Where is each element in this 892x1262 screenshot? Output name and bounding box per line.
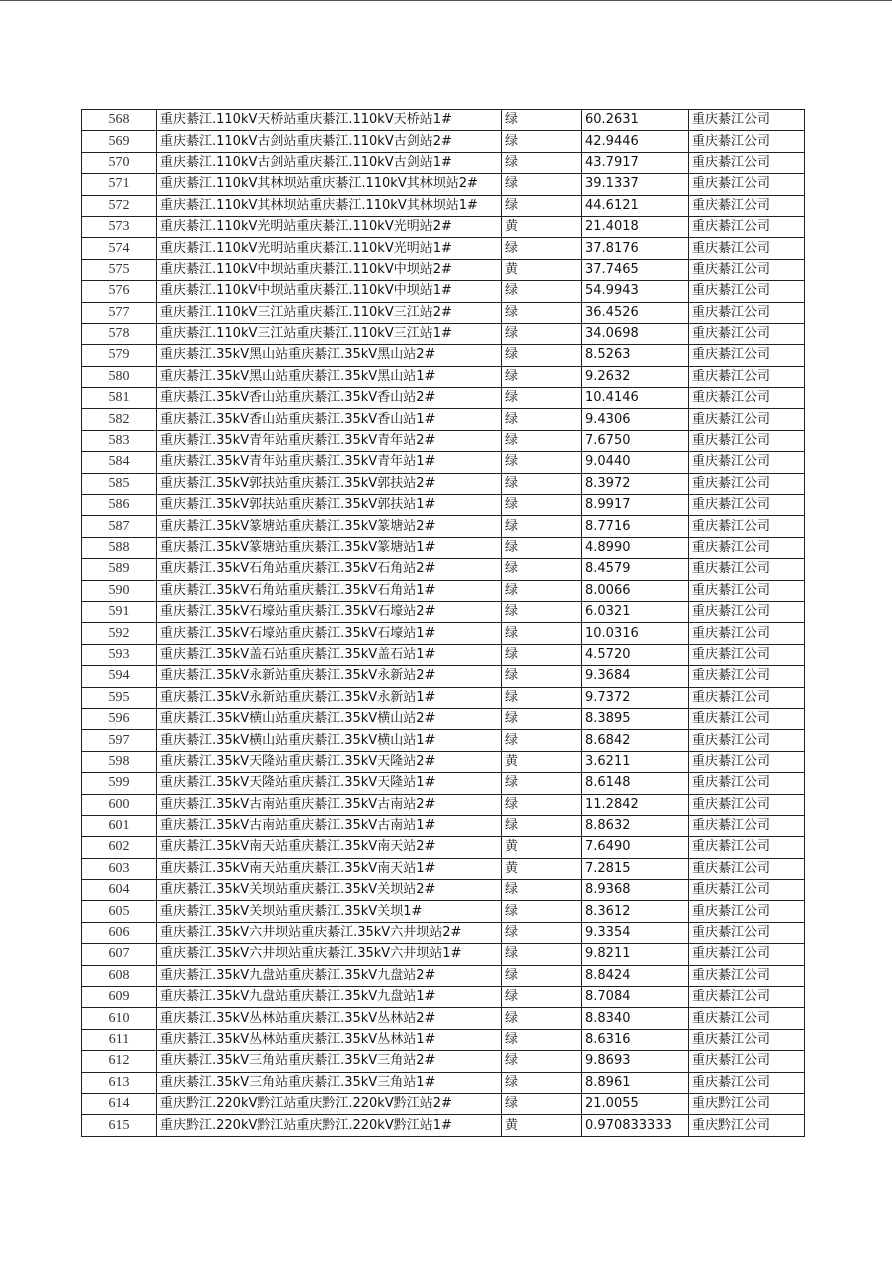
row-number-cell: 569 bbox=[82, 131, 157, 152]
row-number-cell: 570 bbox=[82, 152, 157, 173]
station-name-cell: 重庆綦江.35kV丛林站重庆綦江.35kV丛林站1# bbox=[157, 1029, 502, 1050]
company-cell: 重庆綦江公司 bbox=[689, 430, 805, 451]
value-cell: 9.8693 bbox=[582, 1051, 689, 1072]
row-number-cell: 583 bbox=[82, 430, 157, 451]
value-cell: 10.0316 bbox=[582, 623, 689, 644]
station-name-cell: 重庆綦江.110kV光明站重庆綦江.110kV光明站2# bbox=[157, 216, 502, 237]
station-name-cell: 重庆綦江.35kV石壕站重庆綦江.35kV石壕站2# bbox=[157, 601, 502, 622]
station-name-cell: 重庆綦江.110kV古剑站重庆綦江.110kV古剑站1# bbox=[157, 152, 502, 173]
status-cell: 绿 bbox=[502, 666, 582, 687]
station-name-cell: 重庆綦江.35kV郭扶站重庆綦江.35kV郭扶站1# bbox=[157, 495, 502, 516]
row-number-cell: 595 bbox=[82, 687, 157, 708]
table-row bbox=[82, 110, 805, 131]
row-number-cell: 607 bbox=[82, 944, 157, 965]
station-name-cell: 重庆綦江.35kV盖石站重庆綦江.35kV盖石站1# bbox=[157, 644, 502, 665]
table-row bbox=[82, 323, 805, 344]
company-cell: 重庆綦江公司 bbox=[689, 302, 805, 323]
status-cell: 绿 bbox=[502, 238, 582, 259]
row-number-cell: 571 bbox=[82, 174, 157, 195]
table-row bbox=[82, 537, 805, 558]
status-cell: 绿 bbox=[502, 195, 582, 216]
row-number-cell: 603 bbox=[82, 858, 157, 879]
station-name-cell: 重庆綦江.35kV篆塘站重庆綦江.35kV篆塘站2# bbox=[157, 516, 502, 537]
value-cell: 34.0698 bbox=[582, 323, 689, 344]
value-cell: 8.3972 bbox=[582, 473, 689, 494]
table-row bbox=[82, 815, 805, 836]
company-cell: 重庆綦江公司 bbox=[689, 751, 805, 772]
row-number-cell: 613 bbox=[82, 1072, 157, 1093]
row-number-cell: 604 bbox=[82, 880, 157, 901]
value-cell: 54.9943 bbox=[582, 281, 689, 302]
table-row bbox=[82, 794, 805, 815]
table-row bbox=[82, 922, 805, 943]
value-cell: 44.6121 bbox=[582, 195, 689, 216]
station-name-cell: 重庆黔江.220kV黔江站重庆黔江.220kV黔江站2# bbox=[157, 1093, 502, 1114]
status-cell: 绿 bbox=[502, 1093, 582, 1114]
table-row bbox=[82, 880, 805, 901]
company-cell: 重庆綦江公司 bbox=[689, 580, 805, 601]
station-name-cell: 重庆綦江.35kV郭扶站重庆綦江.35kV郭扶站2# bbox=[157, 473, 502, 494]
status-cell: 绿 bbox=[502, 1072, 582, 1093]
table-row bbox=[82, 559, 805, 580]
value-cell: 9.8211 bbox=[582, 944, 689, 965]
table-row bbox=[82, 495, 805, 516]
row-number-cell: 597 bbox=[82, 730, 157, 751]
row-number-cell: 599 bbox=[82, 773, 157, 794]
value-cell: 6.0321 bbox=[582, 601, 689, 622]
table-row bbox=[82, 1029, 805, 1050]
company-cell: 重庆綦江公司 bbox=[689, 366, 805, 387]
table-row bbox=[82, 773, 805, 794]
station-name-cell: 重庆綦江.35kV南天站重庆綦江.35kV南天站2# bbox=[157, 837, 502, 858]
table-row bbox=[82, 1093, 805, 1114]
table-row bbox=[82, 259, 805, 280]
value-cell: 37.7465 bbox=[582, 259, 689, 280]
status-cell: 绿 bbox=[502, 345, 582, 366]
company-cell: 重庆綦江公司 bbox=[689, 1008, 805, 1029]
status-cell: 绿 bbox=[502, 773, 582, 794]
row-number-cell: 578 bbox=[82, 323, 157, 344]
row-number-cell: 601 bbox=[82, 815, 157, 836]
value-cell: 8.8961 bbox=[582, 1072, 689, 1093]
station-name-cell: 重庆綦江.110kV三江站重庆綦江.110kV三江站2# bbox=[157, 302, 502, 323]
company-cell: 重庆綦江公司 bbox=[689, 281, 805, 302]
table-row bbox=[82, 623, 805, 644]
row-number-cell: 589 bbox=[82, 559, 157, 580]
status-cell: 黄 bbox=[502, 1115, 582, 1136]
table-row bbox=[82, 1072, 805, 1093]
status-cell: 绿 bbox=[502, 794, 582, 815]
company-cell: 重庆綦江公司 bbox=[689, 409, 805, 430]
status-cell: 绿 bbox=[502, 987, 582, 1008]
station-name-cell: 重庆綦江.35kV横山站重庆綦江.35kV横山站2# bbox=[157, 708, 502, 729]
station-name-cell: 重庆黔江.220kV黔江站重庆黔江.220kV黔江站1# bbox=[157, 1115, 502, 1136]
value-cell: 8.6842 bbox=[582, 730, 689, 751]
row-number-cell: 608 bbox=[82, 965, 157, 986]
company-cell: 重庆綦江公司 bbox=[689, 345, 805, 366]
status-cell: 绿 bbox=[502, 1051, 582, 1072]
company-cell: 重庆綦江公司 bbox=[689, 687, 805, 708]
value-cell: 0.970833333 bbox=[582, 1115, 689, 1136]
status-cell: 绿 bbox=[502, 1008, 582, 1029]
table-row bbox=[82, 1051, 805, 1072]
row-number-cell: 611 bbox=[82, 1029, 157, 1050]
status-cell: 绿 bbox=[502, 580, 582, 601]
status-cell: 绿 bbox=[502, 281, 582, 302]
status-cell: 绿 bbox=[502, 1029, 582, 1050]
status-cell: 绿 bbox=[502, 110, 582, 131]
company-cell: 重庆綦江公司 bbox=[689, 794, 805, 815]
station-name-cell: 重庆綦江.35kV香山站重庆綦江.35kV香山站1# bbox=[157, 409, 502, 430]
company-cell: 重庆黔江公司 bbox=[689, 1115, 805, 1136]
status-cell: 绿 bbox=[502, 152, 582, 173]
value-cell: 4.5720 bbox=[582, 644, 689, 665]
company-cell: 重庆綦江公司 bbox=[689, 880, 805, 901]
row-number-cell: 600 bbox=[82, 794, 157, 815]
company-cell: 重庆綦江公司 bbox=[689, 238, 805, 259]
company-cell: 重庆綦江公司 bbox=[689, 858, 805, 879]
company-cell: 重庆綦江公司 bbox=[689, 1051, 805, 1072]
row-number-cell: 579 bbox=[82, 345, 157, 366]
station-name-cell: 重庆綦江.35kV关坝站重庆綦江.35kV关坝1# bbox=[157, 901, 502, 922]
status-cell: 绿 bbox=[502, 174, 582, 195]
value-cell: 8.7716 bbox=[582, 516, 689, 537]
table-row bbox=[82, 409, 805, 430]
station-name-cell: 重庆綦江.35kV石壕站重庆綦江.35kV石壕站1# bbox=[157, 623, 502, 644]
table-row bbox=[82, 965, 805, 986]
row-number-cell: 585 bbox=[82, 473, 157, 494]
row-number-cell: 573 bbox=[82, 216, 157, 237]
company-cell: 重庆綦江公司 bbox=[689, 495, 805, 516]
status-cell: 绿 bbox=[502, 708, 582, 729]
station-name-cell: 重庆綦江.35kV六井坝站重庆綦江.35kV六井坝站2# bbox=[157, 922, 502, 943]
value-cell: 11.2842 bbox=[582, 794, 689, 815]
station-name-cell: 重庆綦江.35kV黑山站重庆綦江.35kV黑山站2# bbox=[157, 345, 502, 366]
status-cell: 绿 bbox=[502, 516, 582, 537]
station-name-cell: 重庆綦江.35kV古南站重庆綦江.35kV古南站1# bbox=[157, 815, 502, 836]
table-row bbox=[82, 987, 805, 1008]
row-number-cell: 574 bbox=[82, 238, 157, 259]
row-number-cell: 594 bbox=[82, 666, 157, 687]
status-cell: 绿 bbox=[502, 388, 582, 409]
station-name-cell: 重庆綦江.35kV石角站重庆綦江.35kV石角站2# bbox=[157, 559, 502, 580]
row-number-cell: 575 bbox=[82, 259, 157, 280]
value-cell: 21.4018 bbox=[582, 216, 689, 237]
status-cell: 绿 bbox=[502, 687, 582, 708]
station-name-cell: 重庆綦江.35kV永新站重庆綦江.35kV永新站1# bbox=[157, 687, 502, 708]
station-name-cell: 重庆綦江.110kV中坝站重庆綦江.110kV中坝站2# bbox=[157, 259, 502, 280]
table-row bbox=[82, 901, 805, 922]
status-cell: 绿 bbox=[502, 537, 582, 558]
status-cell: 绿 bbox=[502, 302, 582, 323]
row-number-cell: 581 bbox=[82, 388, 157, 409]
value-cell: 9.7372 bbox=[582, 687, 689, 708]
table-row bbox=[82, 580, 805, 601]
company-cell: 重庆綦江公司 bbox=[689, 473, 805, 494]
company-cell: 重庆綦江公司 bbox=[689, 922, 805, 943]
row-number-cell: 568 bbox=[82, 110, 157, 131]
value-cell: 8.9368 bbox=[582, 880, 689, 901]
status-cell: 绿 bbox=[502, 730, 582, 751]
company-cell: 重庆黔江公司 bbox=[689, 1093, 805, 1114]
value-cell: 7.6490 bbox=[582, 837, 689, 858]
value-cell: 39.1337 bbox=[582, 174, 689, 195]
company-cell: 重庆綦江公司 bbox=[689, 1072, 805, 1093]
table-row bbox=[82, 644, 805, 665]
status-cell: 黄 bbox=[502, 751, 582, 772]
status-cell: 绿 bbox=[502, 559, 582, 580]
status-cell: 绿 bbox=[502, 965, 582, 986]
station-name-cell: 重庆綦江.110kV古剑站重庆綦江.110kV古剑站2# bbox=[157, 131, 502, 152]
value-cell: 43.7917 bbox=[582, 152, 689, 173]
status-cell: 绿 bbox=[502, 644, 582, 665]
row-number-cell: 591 bbox=[82, 601, 157, 622]
station-name-cell: 重庆綦江.35kV三角站重庆綦江.35kV三角站1# bbox=[157, 1072, 502, 1093]
row-number-cell: 598 bbox=[82, 751, 157, 772]
value-cell: 21.0055 bbox=[582, 1093, 689, 1114]
company-cell: 重庆綦江公司 bbox=[689, 837, 805, 858]
status-cell: 绿 bbox=[502, 880, 582, 901]
company-cell: 重庆綦江公司 bbox=[689, 195, 805, 216]
company-cell: 重庆綦江公司 bbox=[689, 601, 805, 622]
table-row bbox=[82, 837, 805, 858]
value-cell: 9.4306 bbox=[582, 409, 689, 430]
table-row bbox=[82, 281, 805, 302]
row-number-cell: 602 bbox=[82, 837, 157, 858]
station-name-cell: 重庆綦江.110kV三江站重庆綦江.110kV三江站1# bbox=[157, 323, 502, 344]
value-cell: 8.7084 bbox=[582, 987, 689, 1008]
company-cell: 重庆綦江公司 bbox=[689, 965, 805, 986]
table-row bbox=[82, 858, 805, 879]
company-cell: 重庆綦江公司 bbox=[689, 623, 805, 644]
row-number-cell: 584 bbox=[82, 452, 157, 473]
value-cell: 8.8340 bbox=[582, 1008, 689, 1029]
row-number-cell: 577 bbox=[82, 302, 157, 323]
table-row bbox=[82, 302, 805, 323]
company-cell: 重庆綦江公司 bbox=[689, 1029, 805, 1050]
table-row bbox=[82, 131, 805, 152]
company-cell: 重庆綦江公司 bbox=[689, 516, 805, 537]
value-cell: 8.4579 bbox=[582, 559, 689, 580]
company-cell: 重庆綦江公司 bbox=[689, 901, 805, 922]
company-cell: 重庆綦江公司 bbox=[689, 644, 805, 665]
status-cell: 绿 bbox=[502, 495, 582, 516]
row-number-cell: 576 bbox=[82, 281, 157, 302]
value-cell: 8.3895 bbox=[582, 708, 689, 729]
table-row bbox=[82, 751, 805, 772]
row-number-cell: 610 bbox=[82, 1008, 157, 1029]
company-cell: 重庆綦江公司 bbox=[689, 131, 805, 152]
table-row bbox=[82, 473, 805, 494]
row-number-cell: 580 bbox=[82, 366, 157, 387]
status-cell: 绿 bbox=[502, 623, 582, 644]
value-cell: 8.3612 bbox=[582, 901, 689, 922]
station-name-cell: 重庆綦江.35kV关坝站重庆綦江.35kV关坝站2# bbox=[157, 880, 502, 901]
station-name-cell: 重庆綦江.110kV光明站重庆綦江.110kV光明站1# bbox=[157, 238, 502, 259]
status-cell: 绿 bbox=[502, 409, 582, 430]
row-number-cell: 609 bbox=[82, 987, 157, 1008]
company-cell: 重庆綦江公司 bbox=[689, 773, 805, 794]
table-row bbox=[82, 666, 805, 687]
company-cell: 重庆綦江公司 bbox=[689, 323, 805, 344]
status-cell: 绿 bbox=[502, 430, 582, 451]
data-table bbox=[81, 109, 805, 1137]
station-name-cell: 重庆綦江.35kV天隆站重庆綦江.35kV天隆站2# bbox=[157, 751, 502, 772]
station-name-cell: 重庆綦江.35kV横山站重庆綦江.35kV横山站1# bbox=[157, 730, 502, 751]
station-name-cell: 重庆綦江.35kV香山站重庆綦江.35kV香山站2# bbox=[157, 388, 502, 409]
table-row bbox=[82, 152, 805, 173]
table-row bbox=[82, 944, 805, 965]
row-number-cell: 590 bbox=[82, 580, 157, 601]
station-name-cell: 重庆綦江.35kV古南站重庆綦江.35kV古南站2# bbox=[157, 794, 502, 815]
station-name-cell: 重庆綦江.110kV中坝站重庆綦江.110kV中坝站1# bbox=[157, 281, 502, 302]
row-number-cell: 587 bbox=[82, 516, 157, 537]
station-name-cell: 重庆綦江.35kV九盘站重庆綦江.35kV九盘站1# bbox=[157, 987, 502, 1008]
table-row bbox=[82, 708, 805, 729]
status-cell: 绿 bbox=[502, 901, 582, 922]
table-row bbox=[82, 388, 805, 409]
status-cell: 黄 bbox=[502, 259, 582, 280]
value-cell: 8.5263 bbox=[582, 345, 689, 366]
value-cell: 8.8424 bbox=[582, 965, 689, 986]
table-row bbox=[82, 195, 805, 216]
company-cell: 重庆綦江公司 bbox=[689, 216, 805, 237]
company-cell: 重庆綦江公司 bbox=[689, 666, 805, 687]
company-cell: 重庆綦江公司 bbox=[689, 152, 805, 173]
station-name-cell: 重庆綦江.35kV六井坝站重庆綦江.35kV六井坝站1# bbox=[157, 944, 502, 965]
status-cell: 黄 bbox=[502, 858, 582, 879]
table-row bbox=[82, 601, 805, 622]
station-name-cell: 重庆綦江.35kV青年站重庆綦江.35kV青年站2# bbox=[157, 430, 502, 451]
value-cell: 36.4526 bbox=[582, 302, 689, 323]
table-row bbox=[82, 452, 805, 473]
status-cell: 绿 bbox=[502, 922, 582, 943]
station-name-cell: 重庆綦江.110kV其林坝站重庆綦江.110kV其林坝站1# bbox=[157, 195, 502, 216]
company-cell: 重庆綦江公司 bbox=[689, 452, 805, 473]
status-cell: 黄 bbox=[502, 837, 582, 858]
table-row bbox=[82, 687, 805, 708]
row-number-cell: 606 bbox=[82, 922, 157, 943]
station-name-cell: 重庆綦江.110kV天桥站重庆綦江.110kV天桥站1# bbox=[157, 110, 502, 131]
table-row bbox=[82, 1115, 805, 1136]
table-row bbox=[82, 216, 805, 237]
row-number-cell: 593 bbox=[82, 644, 157, 665]
row-number-cell: 596 bbox=[82, 708, 157, 729]
table-row bbox=[82, 174, 805, 195]
row-number-cell: 614 bbox=[82, 1093, 157, 1114]
status-cell: 绿 bbox=[502, 452, 582, 473]
value-cell: 7.2815 bbox=[582, 858, 689, 879]
row-number-cell: 592 bbox=[82, 623, 157, 644]
value-cell: 37.8176 bbox=[582, 238, 689, 259]
value-cell: 8.6316 bbox=[582, 1029, 689, 1050]
company-cell: 重庆綦江公司 bbox=[689, 174, 805, 195]
company-cell: 重庆綦江公司 bbox=[689, 110, 805, 131]
station-name-cell: 重庆綦江.35kV篆塘站重庆綦江.35kV篆塘站1# bbox=[157, 537, 502, 558]
station-name-cell: 重庆綦江.35kV丛林站重庆綦江.35kV丛林站2# bbox=[157, 1008, 502, 1029]
value-cell: 9.0440 bbox=[582, 452, 689, 473]
table-row bbox=[82, 430, 805, 451]
station-name-cell: 重庆綦江.35kV永新站重庆綦江.35kV永新站2# bbox=[157, 666, 502, 687]
status-cell: 绿 bbox=[502, 366, 582, 387]
row-number-cell: 612 bbox=[82, 1051, 157, 1072]
status-cell: 黄 bbox=[502, 216, 582, 237]
value-cell: 8.0066 bbox=[582, 580, 689, 601]
table-body bbox=[82, 110, 805, 1137]
company-cell: 重庆綦江公司 bbox=[689, 537, 805, 558]
value-cell: 9.3684 bbox=[582, 666, 689, 687]
row-number-cell: 615 bbox=[82, 1115, 157, 1136]
status-cell: 绿 bbox=[502, 131, 582, 152]
row-number-cell: 588 bbox=[82, 537, 157, 558]
station-name-cell: 重庆綦江.35kV石角站重庆綦江.35kV石角站1# bbox=[157, 580, 502, 601]
value-cell: 4.8990 bbox=[582, 537, 689, 558]
company-cell: 重庆綦江公司 bbox=[689, 559, 805, 580]
table-row bbox=[82, 345, 805, 366]
value-cell: 8.8632 bbox=[582, 815, 689, 836]
value-cell: 8.6148 bbox=[582, 773, 689, 794]
row-number-cell: 605 bbox=[82, 901, 157, 922]
row-number-cell: 586 bbox=[82, 495, 157, 516]
company-cell: 重庆綦江公司 bbox=[689, 388, 805, 409]
company-cell: 重庆綦江公司 bbox=[689, 708, 805, 729]
company-cell: 重庆綦江公司 bbox=[689, 259, 805, 280]
status-cell: 绿 bbox=[502, 815, 582, 836]
station-name-cell: 重庆綦江.35kV三角站重庆綦江.35kV三角站2# bbox=[157, 1051, 502, 1072]
status-cell: 绿 bbox=[502, 601, 582, 622]
station-name-cell: 重庆綦江.35kV南天站重庆綦江.35kV南天站1# bbox=[157, 858, 502, 879]
table-row bbox=[82, 730, 805, 751]
station-name-cell: 重庆綦江.35kV九盘站重庆綦江.35kV九盘站2# bbox=[157, 965, 502, 986]
row-number-cell: 572 bbox=[82, 195, 157, 216]
status-cell: 绿 bbox=[502, 944, 582, 965]
company-cell: 重庆綦江公司 bbox=[689, 944, 805, 965]
station-name-cell: 重庆綦江.35kV天隆站重庆綦江.35kV天隆站1# bbox=[157, 773, 502, 794]
table-row bbox=[82, 366, 805, 387]
company-cell: 重庆綦江公司 bbox=[689, 987, 805, 1008]
value-cell: 42.9446 bbox=[582, 131, 689, 152]
row-number-cell: 582 bbox=[82, 409, 157, 430]
value-cell: 9.2632 bbox=[582, 366, 689, 387]
value-cell: 3.6211 bbox=[582, 751, 689, 772]
table-row bbox=[82, 238, 805, 259]
company-cell: 重庆綦江公司 bbox=[689, 730, 805, 751]
company-cell: 重庆綦江公司 bbox=[689, 815, 805, 836]
status-cell: 绿 bbox=[502, 473, 582, 494]
status-cell: 绿 bbox=[502, 323, 582, 344]
value-cell: 8.9917 bbox=[582, 495, 689, 516]
table-row bbox=[82, 516, 805, 537]
value-cell: 60.2631 bbox=[582, 110, 689, 131]
value-cell: 7.6750 bbox=[582, 430, 689, 451]
table-row bbox=[82, 1008, 805, 1029]
value-cell: 10.4146 bbox=[582, 388, 689, 409]
station-name-cell: 重庆綦江.110kV其林坝站重庆綦江.110kV其林坝站2# bbox=[157, 174, 502, 195]
station-name-cell: 重庆綦江.35kV青年站重庆綦江.35kV青年站1# bbox=[157, 452, 502, 473]
value-cell: 9.3354 bbox=[582, 922, 689, 943]
station-name-cell: 重庆綦江.35kV黑山站重庆綦江.35kV黑山站1# bbox=[157, 366, 502, 387]
